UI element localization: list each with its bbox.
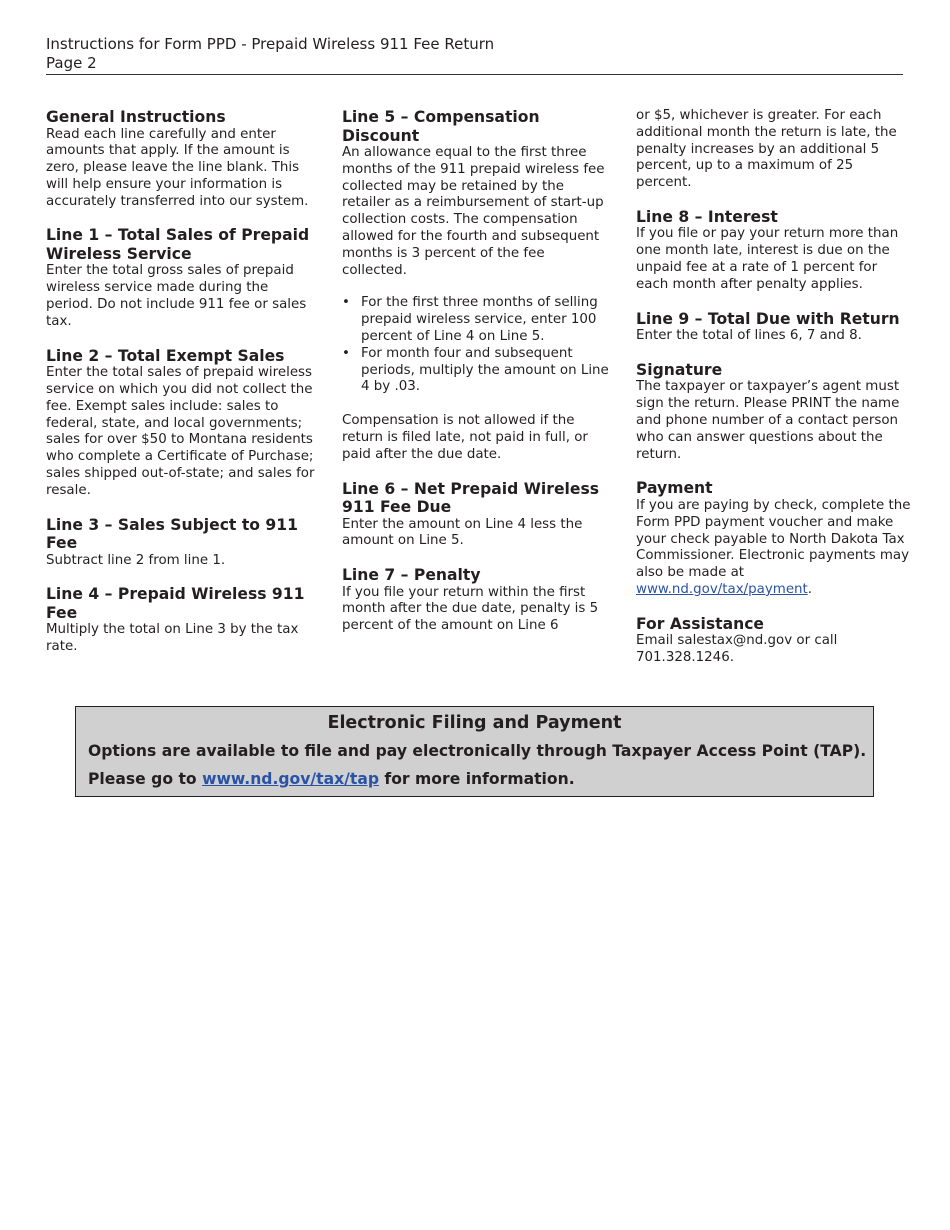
box-line-2: Please go to www.nd.gov/tax/tap for more information. [88,770,575,788]
section-title: Line 8 – Interest [636,207,778,226]
section-body: Enter the total of lines 6, 7 and 8. [636,328,862,344]
section-line-1 [46,226,318,330]
section-body: Read each line carefully and enter amounts that apply. If the amount is zero, please leave the line blank. This will help ensure your information is accurately transferred into our system. [46,126,309,209]
section-title: Line 2 – Total Exempt Sales [46,346,285,365]
tap-link[interactable]: www.nd.gov/tax/tap [202,770,379,788]
section-payment [636,479,911,598]
section-title: For Assistance [636,614,765,633]
electronic-filing-box [75,706,874,797]
section-title: Signature [636,360,723,379]
section-title: Line 1 – Total Sales of Prepaid Wireless Service [46,226,310,263]
penalty-continued: or $5, whichever is greater. For each additional month the return is late, the penalty increases by an additional 5 percent, up to a maximum of 25 percent. [636,108,897,191]
column-3 [636,108,911,683]
section-body: An allowance equal to the first three months of the 911 prepaid wireless fee collected may be retained by the retailer as a reimbursement of start-up collection costs. The compensation allowed for the fourth and subsequent months is 3 percent of the fee collected. [342,145,605,278]
section-general-instructions [46,108,318,210]
section-title: Line 7 – Penalty [342,566,481,585]
section-title: Line 4 – Prepaid Wireless 911 Fee [46,585,305,622]
section-title: Payment [636,479,713,498]
section-line-2 [46,347,318,500]
document-title: Instructions for Form PPD - Prepaid Wireless 911 Fee Return [46,35,495,53]
section-title: General Instructions [46,108,226,126]
bullet-icon: • [342,295,350,311]
column-1 [46,108,318,672]
section-body: Enter the total sales of prepaid wireless service on which you did not collect the fee. Exempt sales include: sales to federal, state, and local governments; sales for over $50 to Montana residents who complete a Certificate of Purchase; sales shipped out-of-state; and sales for resale. [46,365,315,498]
section-body: Subtract line 2 from line 1. [46,552,226,568]
list-item: • For month four and subsequent periods, multiply the amount on Line 4 by .03. [342,345,609,395]
section-line-3 [46,516,318,570]
section-body: The taxpayer or taxpayer’s agent must sign the return. Please PRINT the name and phone number of a contact person who can answer questions about the return. [636,379,900,462]
section-line-6 [342,480,610,551]
payment-link[interactable]: www.nd.gov/tax/payment [636,581,808,597]
bullet-icon: • [342,345,350,361]
section-line-8 [636,208,911,294]
section-body: Enter the total gross sales of prepaid wireless service made during the period. Do not include 911 fee or sales tax. [46,263,307,329]
section-line-9 [636,310,911,345]
section-note: Compensation is not allowed if the return is filed late, not paid in full, or paid after the due date. [342,413,588,462]
page-number: Page 2 [46,54,97,72]
page-header [46,35,903,75]
section-body: Enter the amount on Line 4 less the amount on Line 5. [342,516,583,549]
section-body: Email salestax@nd.gov or call 701.328.1246. [636,633,838,666]
section-body: If you are paying by check, complete the Form PPD payment voucher and make your check payable to North Dakota Tax Commissioner. Electronic payments may also be made at www.nd.gov/tax/payment. [636,497,911,597]
column-2 [342,108,610,651]
section-line-4 [46,585,318,656]
section-title: Line 9 – Total Due with Return [636,309,900,328]
bullet-list [342,295,610,396]
section-title: Line 3 – Sales Subject to 911 Fee [46,515,298,553]
section-line-7 [342,566,610,635]
section-title: Line 5 – Compensation Discount [342,108,540,145]
section-title: Line 6 – Net Prepaid Wireless 911 Fee Due [342,479,600,517]
section-line-5 [342,108,610,464]
section-assistance [636,615,911,667]
box-line-1: Options are available to file and pay electronically through Taxpayer Access Point (TAP). [88,742,867,760]
box-title: Electronic Filing and Payment [327,713,622,733]
section-body: If you file your return within the first month after the due date, penalty is 5 percent of the amount on Line 6 [342,584,599,634]
section-body: If you file or pay your return more than one month late, interest is due on the unpaid fee at a rate of 1 percent for each month after penalty applies. [636,226,899,292]
section-body: Multiply the total on Line 3 by the tax rate. [46,622,299,655]
list-item: • For the first three months of selling prepaid wireless service, enter 100 percent of Line 4 on Line 5. [342,295,598,344]
section-signature [636,361,911,463]
